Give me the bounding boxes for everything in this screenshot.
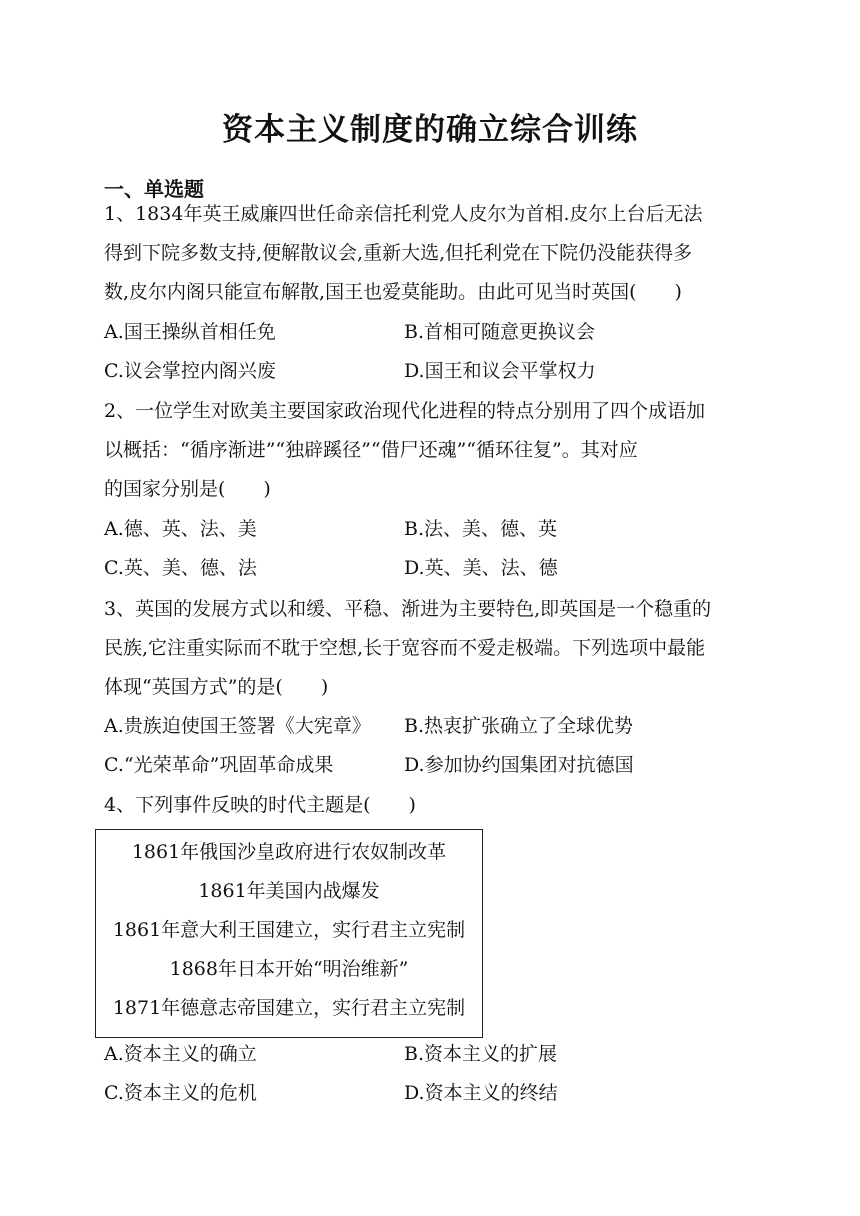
section-heading: 一、单选题 [104, 177, 204, 201]
question-1-option-d[interactable]: D.国王和议会平掌权力 [404, 360, 596, 382]
question-3-option-d[interactable]: D.参加协约国集团对抗德国 [404, 754, 634, 776]
question-stem-line: 的国家分别是( ) [104, 478, 271, 500]
event-line: 1871年德意志帝国建立，实行君主立宪制 [112, 997, 466, 1019]
question-1-option-a[interactable]: A.国王操纵首相任免 [104, 321, 276, 343]
question-2-stem [104, 392, 756, 509]
question-4-option-a[interactable]: A.资本主义的确立 [104, 1043, 257, 1065]
question-3-option-b[interactable]: B.热衷扩张确立了全球优势 [404, 715, 634, 737]
question-1-option-c[interactable]: C.议会掌控内阁兴废 [104, 360, 276, 382]
question-2-option-c[interactable]: C.英、美、德、法 [104, 557, 257, 579]
question-1-option-b[interactable]: B.首相可随意更换议会 [404, 321, 596, 343]
event-line: 1861年美国内战爆发 [198, 880, 380, 902]
question-3-option-a[interactable]: A.贵族迫使国王签署《大宪章》 [104, 715, 371, 737]
question-2-option-b[interactable]: B.法、美、德、英 [404, 518, 558, 540]
question-4-option-c[interactable]: C.资本主义的危机 [104, 1082, 257, 1104]
question-2-option-a[interactable]: A.德、英、法、美 [104, 518, 257, 540]
question-stem-line: 1、1834年英王威廉四世任命亲信托利党人皮尔为首相.皮尔上台后无法 [104, 203, 703, 225]
event-line: 1861年意大利王国建立，实行君主立宪制 [112, 919, 466, 941]
question-stem-line: 4、下列事件反映的时代主题是( ) [104, 794, 416, 816]
question-stem-line: 3、英国的发展方式以和缓、平稳、渐进为主要特色,即英国是一个稳重的 [104, 598, 712, 620]
question-3-option-c[interactable]: C.“光荣革命”巩固革命成果 [104, 754, 334, 776]
event-line: 1861年俄国沙皇政府进行农奴制改革 [131, 841, 447, 863]
question-2-option-d[interactable]: D.英、美、法、德 [404, 557, 558, 579]
question-stem-line: 数,皮尔内阁只能宣布解散,国王也爱莫能助。由此可见当时英国( ) [104, 281, 682, 303]
question-4-option-b[interactable]: B.资本主义的扩展 [404, 1043, 558, 1065]
document-title: 资本主义制度的确立综合训练 [222, 112, 638, 148]
question-stem-line: 民族,它注重实际而不耽于空想,长于宽容而不爱走极端。下列选项中最能 [104, 637, 706, 659]
events-box [95, 829, 483, 1038]
question-stem-line: 2、一位学生对欧美主要国家政治现代化进程的特点分别用了四个成语加 [104, 400, 706, 422]
question-stem-line: 体现“英国方式”的是( ) [104, 676, 329, 698]
question-stem-line: 以概括：“循序渐进”“独辟蹊径”“借尸还魂”“循环往复”。其对应 [104, 439, 638, 461]
question-4-option-d[interactable]: D.资本主义的终结 [404, 1082, 558, 1104]
question-1-stem [104, 195, 756, 312]
event-line: 1868年日本开始“明治维新” [169, 958, 409, 980]
question-3-stem [104, 590, 756, 707]
question-4-stem [104, 786, 756, 825]
question-stem-line: 得到下院多数支持,便解散议会,重新大选,但托利党在下院仍没能获得多 [104, 242, 693, 264]
